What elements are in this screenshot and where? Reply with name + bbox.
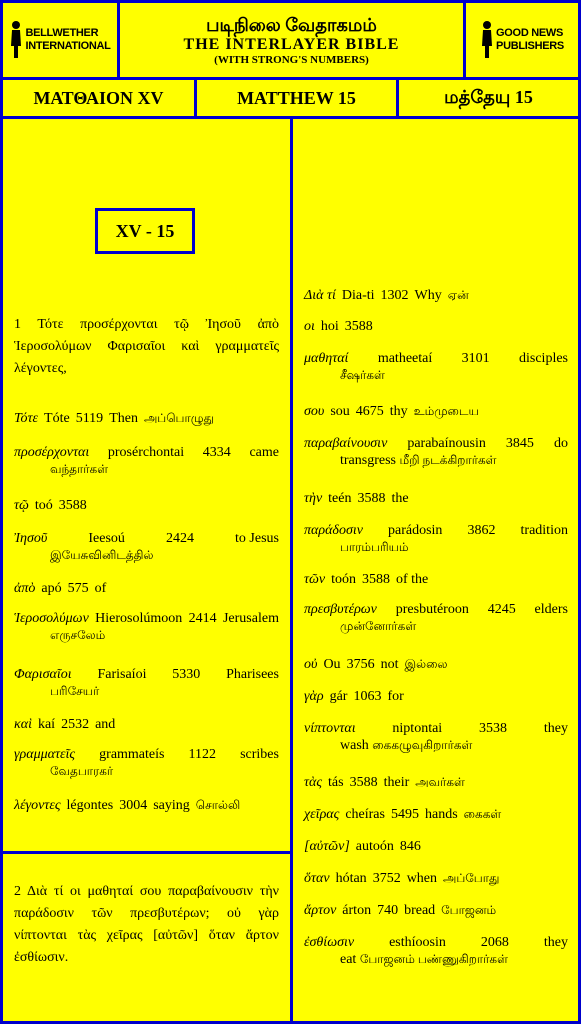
word-line bbox=[14, 716, 279, 733]
transliteration: árton bbox=[342, 903, 372, 918]
strong-number: 1302 bbox=[380, 288, 409, 303]
word-line bbox=[14, 497, 279, 514]
word-gloss-line bbox=[14, 627, 279, 644]
transliteration: matheetaí bbox=[377, 351, 433, 366]
word-line bbox=[304, 934, 568, 951]
right-word-entry bbox=[304, 934, 568, 968]
tamil-gloss: வேதபாரகர் bbox=[50, 764, 114, 778]
right-word-entry bbox=[304, 601, 568, 635]
word-line bbox=[304, 287, 568, 304]
tamil-gloss: எருசலேம் bbox=[50, 628, 106, 642]
transliteration: parabaínousin bbox=[407, 436, 486, 451]
transliteration: sou bbox=[330, 404, 350, 419]
greek-word: τὴν bbox=[304, 491, 323, 506]
left-word-entry bbox=[14, 797, 279, 814]
book-english-label: MATTHEW 15 bbox=[237, 87, 356, 108]
left-word-entry bbox=[14, 497, 279, 514]
book-tamil-label: மத்தேயு 15 bbox=[444, 86, 533, 107]
english-gloss: saying bbox=[153, 798, 190, 813]
strong-number: 5495 bbox=[390, 807, 419, 822]
english-gloss: and bbox=[95, 717, 116, 732]
english-gloss: scribes bbox=[240, 747, 279, 762]
strong-number: 5119 bbox=[75, 411, 104, 426]
word-gloss-line bbox=[304, 618, 568, 635]
right-logo-line2: PUBLISHERS bbox=[496, 40, 564, 52]
tamil-gloss: அப்பொழுது bbox=[143, 411, 214, 425]
strong-number: 3004 bbox=[119, 798, 148, 813]
book-greek-label: ΜΑΤΘΑΙΟΝ XV bbox=[33, 87, 164, 108]
english-gloss: bread bbox=[404, 903, 436, 918]
tamil-gloss: முன்னோர்கள் bbox=[340, 619, 417, 633]
transliteration: autoón bbox=[355, 839, 394, 854]
right-word-entry bbox=[304, 287, 568, 304]
strong-number: 740 bbox=[377, 903, 399, 918]
greek-word: τὰς bbox=[304, 775, 323, 790]
left-word-entry bbox=[14, 666, 279, 700]
transliteration: tás bbox=[328, 775, 344, 790]
word-gloss-line bbox=[14, 547, 279, 564]
verse-1-text: 1 Τότε προσέρχονται τῷ Ἰησοῦ ἀπὸ Ἱεροσολύμων Φαρισαῖοι καὶ γραμματεῖς λέγοντες, bbox=[14, 317, 279, 376]
right-word-entry bbox=[304, 490, 568, 507]
strong-number: 4245 bbox=[487, 602, 516, 617]
transliteration: esthíoosin bbox=[389, 935, 446, 950]
left-logo-line1: BELLWETHER bbox=[25, 27, 99, 39]
english-gloss: disciples bbox=[519, 351, 568, 366]
tamil-gloss: கைகழுவுகிறார்கள் bbox=[372, 738, 473, 752]
strong-number: 2532 bbox=[61, 717, 90, 732]
english-gloss: tradition bbox=[520, 523, 568, 538]
word-line bbox=[304, 522, 568, 539]
greek-word: οι bbox=[304, 319, 315, 334]
strong-number: 5330 bbox=[172, 667, 201, 682]
english-gloss: for bbox=[387, 689, 404, 704]
strong-number: 575 bbox=[67, 581, 89, 596]
word-line bbox=[304, 870, 568, 887]
right-panel bbox=[290, 116, 581, 1024]
transliteration: grammateís bbox=[99, 747, 165, 762]
verse-reference-label: XV - 15 bbox=[115, 220, 175, 241]
strong-number: 4675 bbox=[355, 404, 384, 419]
word-line bbox=[304, 318, 568, 335]
greek-word: νίπτονται bbox=[304, 721, 356, 736]
transliteration: légontes bbox=[66, 798, 114, 813]
word-gloss-line bbox=[304, 737, 568, 754]
word-gloss-line bbox=[304, 367, 568, 384]
english-gloss: to Jesus bbox=[235, 531, 279, 546]
title-english: THE INTERLAYER BIBLE bbox=[183, 35, 400, 53]
tamil-gloss: ஏன் bbox=[447, 288, 469, 302]
strong-number: 2068 bbox=[480, 935, 509, 950]
right-word-entry bbox=[304, 688, 568, 705]
transliteration: niptontai bbox=[392, 721, 443, 736]
greek-word: λέγοντες bbox=[14, 798, 61, 813]
transliteration: Dia-ti bbox=[341, 288, 375, 303]
english-gloss: their bbox=[383, 775, 410, 790]
right-word-entry bbox=[304, 806, 568, 823]
english-gloss: do bbox=[553, 436, 568, 451]
tamil-gloss: பாரம்பரியம் bbox=[340, 540, 409, 554]
right-word-entry bbox=[304, 571, 568, 588]
strong-number: 3538 bbox=[479, 721, 508, 736]
tamil-gloss: பரிசேயர் bbox=[50, 684, 100, 698]
transliteration: Farisaíoi bbox=[97, 667, 147, 682]
strong-number: 3845 bbox=[505, 436, 534, 451]
word-line bbox=[304, 688, 568, 705]
word-line bbox=[304, 838, 568, 855]
word-line bbox=[14, 666, 279, 683]
word-line bbox=[304, 656, 568, 673]
right-word-entry bbox=[304, 838, 568, 855]
transliteration: hoi bbox=[320, 319, 339, 334]
strong-number: 3101 bbox=[461, 351, 490, 366]
right-word-entry bbox=[304, 318, 568, 335]
tamil-gloss: மீறி நடக்கிறார்கள் bbox=[399, 453, 497, 467]
english-gloss-rest: wash bbox=[340, 738, 373, 753]
strong-number: 3752 bbox=[372, 871, 401, 886]
tamil-gloss: அப்போது bbox=[443, 871, 500, 885]
left-word-entry bbox=[14, 610, 279, 644]
strong-number: 2424 bbox=[165, 531, 194, 546]
book-tamil bbox=[396, 77, 581, 119]
transliteration: teén bbox=[328, 491, 352, 506]
greek-word: σου bbox=[304, 404, 325, 419]
strong-number: 3588 bbox=[349, 775, 378, 790]
strong-number: 3588 bbox=[344, 319, 373, 334]
right-logo-line1: GOOD NEWS bbox=[496, 27, 564, 39]
strong-number: 3756 bbox=[346, 657, 375, 672]
strong-number: 846 bbox=[399, 839, 421, 854]
word-line bbox=[304, 806, 568, 823]
english-gloss: not bbox=[380, 657, 399, 672]
tamil-gloss: அவர்கள் bbox=[415, 775, 465, 789]
english-gloss: elders bbox=[534, 602, 568, 617]
english-gloss: thy bbox=[389, 404, 408, 419]
transliteration: Hierosolúmoon bbox=[95, 611, 183, 626]
transliteration: parádosin bbox=[388, 523, 443, 538]
word-line bbox=[304, 774, 568, 791]
strong-number: 4334 bbox=[202, 445, 231, 460]
word-line bbox=[304, 902, 568, 919]
english-gloss: Why bbox=[414, 288, 442, 303]
english-gloss: they bbox=[543, 935, 568, 950]
word-line bbox=[304, 435, 568, 452]
word-gloss-line bbox=[304, 951, 568, 968]
left-word-entry bbox=[14, 444, 279, 478]
left-word-entry bbox=[14, 410, 279, 427]
greek-word: Ἰησοῦ bbox=[14, 531, 48, 546]
word-line bbox=[14, 444, 279, 461]
tamil-gloss: போஜனம் bbox=[441, 903, 497, 917]
transliteration: Tóte bbox=[44, 411, 70, 426]
transliteration: gár bbox=[329, 689, 348, 704]
word-line bbox=[304, 601, 568, 618]
transliteration: Ieesoú bbox=[88, 531, 125, 546]
english-gloss: came bbox=[249, 445, 279, 460]
greek-word: παραβαίνουσιν bbox=[304, 436, 388, 451]
greek-word: Φαρισαῖοι bbox=[14, 667, 72, 682]
english-gloss: of the bbox=[396, 572, 429, 587]
tamil-gloss: இல்லை bbox=[404, 657, 448, 671]
transliteration: presbutéroon bbox=[395, 602, 469, 617]
word-line bbox=[14, 797, 279, 814]
english-gloss: hands bbox=[424, 807, 458, 822]
word-gloss-line bbox=[14, 683, 279, 700]
greek-word: τῶν bbox=[304, 572, 326, 587]
english-gloss: Then bbox=[109, 411, 138, 426]
word-line bbox=[304, 490, 568, 507]
left-word-entry bbox=[14, 746, 279, 780]
tamil-gloss: உம்முடைய bbox=[413, 404, 479, 418]
greek-word: ἀπὸ bbox=[14, 581, 36, 596]
right-word-entry bbox=[304, 720, 568, 754]
greek-word: παράδοσιν bbox=[304, 523, 363, 538]
book-greek bbox=[0, 77, 197, 119]
right-word-entry bbox=[304, 435, 568, 469]
right-word-entry bbox=[304, 656, 568, 673]
tamil-gloss: போஜனம் பண்ணுகிறார்கள் bbox=[359, 952, 508, 966]
left-word-entry bbox=[14, 580, 279, 597]
word-line bbox=[304, 350, 568, 367]
word-line bbox=[14, 410, 279, 427]
strong-number: 1122 bbox=[188, 747, 217, 762]
transliteration: apó bbox=[41, 581, 62, 596]
english-gloss: they bbox=[543, 721, 568, 736]
strong-number: 3862 bbox=[467, 523, 496, 538]
english-gloss: of bbox=[94, 581, 107, 596]
english-gloss-rest: eat bbox=[340, 952, 360, 967]
bellwether-figure-icon bbox=[9, 20, 23, 60]
word-line bbox=[304, 403, 568, 420]
transliteration: cheíras bbox=[345, 807, 385, 822]
left-word-entry bbox=[14, 530, 279, 564]
greek-word: γὰρ bbox=[304, 689, 324, 704]
right-word-entry bbox=[304, 774, 568, 791]
transliteration: kaí bbox=[37, 717, 56, 732]
english-gloss: Pharisees bbox=[226, 667, 279, 682]
good-news-logo bbox=[463, 0, 581, 80]
greek-word: Διὰ τί bbox=[304, 288, 336, 303]
strong-number: 3588 bbox=[362, 572, 390, 587]
tamil-gloss: சீஷர்கள் bbox=[340, 368, 385, 382]
word-line bbox=[14, 580, 279, 597]
greek-word: [αὐτῶν] bbox=[304, 839, 350, 854]
transliteration: toó bbox=[34, 498, 53, 513]
strong-number: 2414 bbox=[188, 611, 217, 626]
transliteration: prosérchontai bbox=[107, 445, 185, 460]
greek-word: γραμματεῖς bbox=[14, 747, 76, 762]
word-gloss-line bbox=[14, 763, 279, 780]
left-logo-line2: INTERNATIONAL bbox=[25, 40, 111, 52]
tamil-gloss: கைகள் bbox=[463, 807, 502, 821]
word-line bbox=[14, 530, 279, 547]
tamil-gloss: சொல்லி bbox=[195, 798, 241, 812]
english-gloss: when bbox=[406, 871, 438, 886]
right-word-entry bbox=[304, 870, 568, 887]
title-block bbox=[117, 0, 466, 80]
strong-number: 1063 bbox=[353, 689, 382, 704]
verse-2-text: 2 Διὰ τί οι μαθηταί σου παραβαίνουσιν τὴν παράδοσιν τῶν πρεσβυτέρων; οὐ γὰρ νίπτονται τὰς χεῖρας [αὐτῶν] ὅταν ἄρτον ἐσθίωσιν. bbox=[14, 884, 279, 965]
word-gloss-line bbox=[304, 539, 568, 556]
transliteration: hótan bbox=[335, 871, 367, 886]
greek-word: προσέρχονται bbox=[14, 445, 90, 460]
right-word-entry bbox=[304, 403, 568, 420]
right-word-entry bbox=[304, 902, 568, 919]
greek-word: οὐ bbox=[304, 657, 318, 672]
word-line bbox=[14, 610, 279, 627]
word-gloss-line bbox=[304, 452, 568, 469]
verse-reference bbox=[95, 208, 195, 254]
book-english bbox=[194, 77, 399, 119]
bellwether-logo bbox=[0, 0, 120, 80]
strong-number: 3588 bbox=[357, 491, 386, 506]
greek-word: τῷ bbox=[14, 498, 29, 513]
greek-word: Τότε bbox=[14, 411, 39, 426]
word-line bbox=[304, 571, 568, 588]
english-gloss: Jerusalem bbox=[222, 611, 279, 626]
left-word-entry bbox=[14, 716, 279, 733]
english-gloss-rest: transgress bbox=[340, 453, 400, 468]
greek-word: Ἱεροσολύμων bbox=[14, 611, 89, 626]
word-gloss-line bbox=[14, 461, 279, 478]
title-tamil: படிநிலை வேதாகமம் bbox=[206, 14, 377, 35]
good-news-figure-icon bbox=[480, 20, 494, 60]
tamil-gloss: இயேசுவினிடத்தில் bbox=[50, 548, 154, 562]
greek-word: ὅταν bbox=[304, 871, 330, 886]
greek-word: ἄρτον bbox=[304, 903, 337, 918]
tamil-gloss: வந்தார்கள் bbox=[50, 462, 109, 476]
title-subtitle: (WITH STRONG'S NUMBERS) bbox=[214, 53, 369, 66]
greek-word: πρεσβυτέρων bbox=[304, 602, 377, 617]
greek-word: ἐσθίωσιν bbox=[304, 935, 355, 950]
english-gloss: the bbox=[391, 491, 409, 506]
word-line bbox=[304, 720, 568, 737]
transliteration: toón bbox=[331, 572, 356, 587]
strong-number: 3588 bbox=[58, 498, 87, 513]
transliteration: Ou bbox=[323, 657, 341, 672]
right-word-entry bbox=[304, 522, 568, 556]
right-word-entry bbox=[304, 350, 568, 384]
greek-word: μαθηταί bbox=[304, 351, 349, 366]
greek-word: χεῖρας bbox=[304, 807, 340, 822]
word-line bbox=[14, 746, 279, 763]
greek-word: καὶ bbox=[14, 717, 32, 732]
